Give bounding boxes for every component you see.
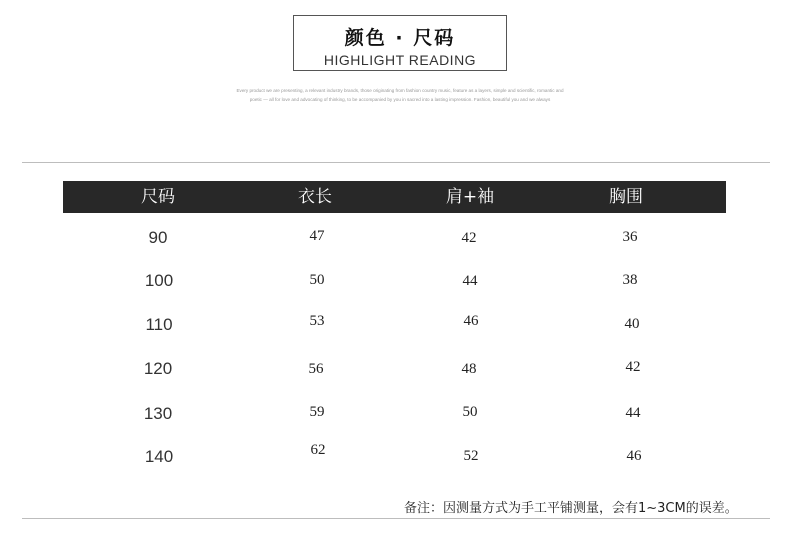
size-table-header — [63, 181, 726, 213]
cell-size: 140 — [144, 447, 174, 466]
cell-chest: 42 — [625, 359, 641, 375]
cell-size: 100 — [144, 271, 174, 290]
cell-shoulder-sleeve: 50 — [462, 404, 478, 420]
cell-length: 53 — [309, 313, 325, 329]
intro-blurb — [215, 86, 585, 104]
cell-shoulder-sleeve: 44 — [462, 273, 478, 289]
divider-bottom — [22, 518, 770, 519]
cell-chest: 38 — [622, 272, 638, 288]
cell-chest: 36 — [622, 229, 638, 245]
cell-shoulder-sleeve: 46 — [463, 313, 479, 329]
cell-length: 50 — [309, 272, 325, 288]
cell-length: 47 — [309, 228, 325, 244]
header-chest: 胸围 — [609, 187, 643, 207]
cell-shoulder-sleeve: 42 — [461, 230, 477, 246]
cell-shoulder-sleeve: 48 — [461, 361, 477, 377]
section-title-english: HIGHLIGHT READING — [323, 52, 477, 68]
section-title-chinese: 颜色 · 尺码 — [344, 27, 456, 49]
cell-length: 62 — [310, 442, 326, 458]
cell-size: 110 — [145, 315, 173, 334]
intro-blurb-line: Every product we are presenting, a relevant industry brands, those originating from fashion country music, feature as a layers, simple and scientific, romantic and — [236, 88, 564, 93]
cell-size: 120 — [143, 359, 173, 378]
intro-blurb-line: poetic — all for love and advocating of thinking, to be accompanied by you in sacred into a lasting impression. Fashion, beautiful you and we always — [249, 97, 551, 102]
cell-size: 90 — [148, 228, 168, 247]
measurement-note: 备注：因测量方式为手工平铺测量，会有1~3CM的误差。 — [404, 501, 738, 516]
cell-shoulder-sleeve: 52 — [463, 448, 479, 464]
cell-length: 59 — [309, 404, 325, 420]
cell-length: 56 — [308, 361, 324, 377]
header-shoulder-sleeve: 肩+袖 — [445, 187, 495, 207]
header-size: 尺码 — [141, 187, 175, 207]
cell-chest: 46 — [626, 448, 642, 464]
header-length: 衣长 — [298, 187, 332, 207]
divider-top — [22, 162, 770, 163]
cell-chest: 44 — [625, 405, 641, 421]
section-title-box — [293, 15, 507, 71]
cell-chest: 40 — [624, 316, 640, 332]
cell-size: 130 — [143, 404, 173, 423]
